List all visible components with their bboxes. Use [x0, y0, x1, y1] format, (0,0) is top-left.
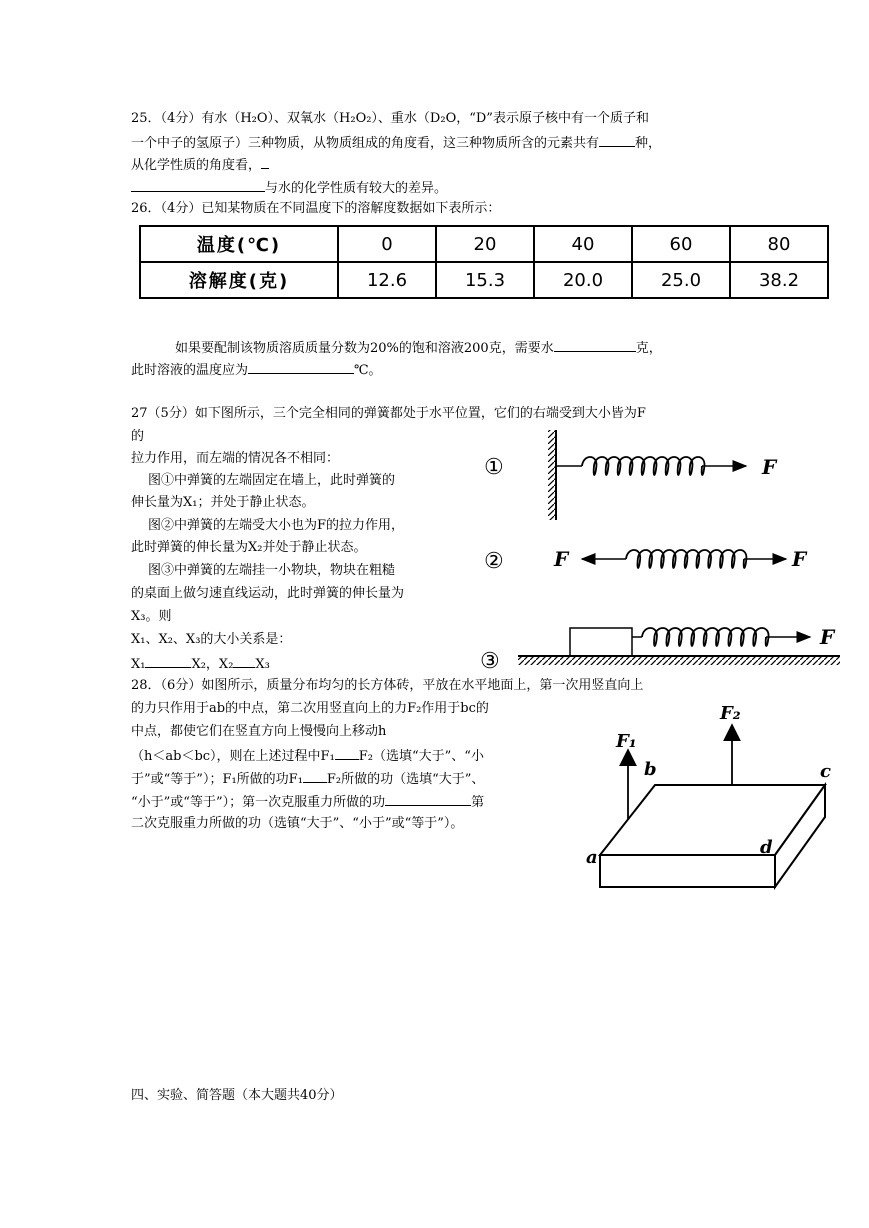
table-cell: 0: [338, 226, 436, 262]
q27-line3: 拉力作用，而左端的情况各不相同：: [131, 451, 340, 466]
vertex-d-label: d: [760, 837, 773, 858]
table-cell: 25.0: [632, 262, 730, 298]
force-label: F: [762, 455, 777, 479]
table-cell: 20: [436, 226, 534, 262]
spring-coil: [642, 628, 769, 646]
answer-blank[interactable]: [145, 654, 191, 668]
brick-front-face: [600, 855, 775, 887]
q25-line1: 25．（4分）有水（H₂O）、双氧水（H₂O₂）、重水（D₂O，“D”表示原子核中有一个质子和: [131, 111, 649, 126]
spring-figure-2: [553, 547, 808, 571]
solubility-table: [139, 225, 829, 299]
q25-line4: 与水的化学性质有较大的差异。: [131, 178, 447, 198]
q26-line1: 如果要配制该物质溶质质量分数为20%的饱和溶液200克，需要水 克，: [175, 338, 662, 358]
spring-figure-3: [518, 625, 840, 665]
force-label: F: [820, 625, 835, 649]
vertex-c-label: c: [820, 761, 831, 782]
q26-line2: 此时溶液的温度应为 ℃。: [131, 360, 382, 380]
q25-line3: 从化学性质的角度看，: [131, 155, 269, 175]
answer-blank[interactable]: [335, 746, 359, 760]
table-cell: 60: [632, 226, 730, 262]
q27-line5: 伸长量为X₁；并处于静止状态。: [131, 495, 315, 510]
temp-header: 温度(℃): [140, 226, 338, 262]
answer-blank[interactable]: [385, 792, 471, 806]
vertex-a-label: a: [586, 847, 598, 868]
q28-line3: 中点，都使它们在竖直方向上慢慢向上移动h: [131, 724, 387, 739]
answer-blank[interactable]: [131, 178, 265, 192]
q28-line2: 的力只作用于ab的中点，第二次用竖直向上的力F₂作用于bc的: [131, 701, 489, 716]
q28-line4: （h＜ab＜bc），则在上述过程中F₁ F₂（选填“大于”、“小: [131, 746, 484, 766]
answer-blank[interactable]: [248, 360, 354, 374]
q27-line7: 此时弹簧的伸长量为X₂并处于静止状态。: [131, 540, 367, 555]
table-cell: 20.0: [534, 262, 632, 298]
q26-intro: 26．（4分）已知某物质在不同温度下的溶解度数据如下表所示：: [131, 201, 501, 216]
figure-1-label: ①: [484, 455, 504, 480]
answer-blank[interactable]: [261, 155, 269, 169]
q27-line9: 的桌面上做匀速直线运动，此时弹簧的伸长量为: [131, 586, 405, 601]
spring-figure-1: [548, 430, 778, 520]
answer-blank[interactable]: [599, 133, 635, 147]
q27-line12: X₁ X₂，X₂ X₃: [131, 654, 270, 674]
q25-line2: 一个中子的氢原子）三种物质，从物质组成的角度看，这三种物质所含的元素共有 种，: [131, 133, 661, 153]
brick-figure: [580, 695, 840, 905]
q27-line2: 的: [131, 429, 145, 444]
force-label: F: [554, 547, 569, 571]
q27-line11: X₁、X₂、X₃的大小关系是：: [131, 632, 292, 647]
force-f2-label: F₂: [720, 703, 741, 724]
q28-line6: “小于”或“等于”）；第一次克服重力所做的功 第: [131, 792, 484, 812]
spring-figures: [470, 420, 850, 675]
spring-coil: [582, 457, 704, 475]
q27-line6: 图②中弹簧的左端受大小也为F的拉力作用，: [148, 518, 405, 533]
table-cell: 15.3: [436, 262, 534, 298]
answer-blank[interactable]: [233, 654, 255, 668]
table-cell: 38.2: [730, 262, 828, 298]
section-4-heading: 四、实验、简答题（本大题共40分）: [131, 1088, 343, 1103]
q27-line8: 图③中弹簧的左端挂一小物块，物块在粗糙: [148, 563, 396, 578]
table-cell: 12.6: [338, 262, 436, 298]
table-row: [140, 262, 828, 298]
figure-3-label: ③: [480, 649, 500, 674]
q27-line4: 图①中弹簧的左端固定在墙上，此时弹簧的: [148, 473, 396, 488]
q28-line1: 28．（6分）如图所示，质量分布均匀的长方体砖，平放在水平地面上，第一次用竖直向上: [131, 678, 644, 693]
block: [570, 628, 632, 656]
answer-blank[interactable]: [303, 769, 327, 783]
q28-line5: 于”或“等于”）；F₁所做的功F₁ F₂所做的功（选填“大于”、: [131, 769, 484, 789]
spring-coil: [626, 550, 746, 568]
answer-blank[interactable]: [554, 338, 636, 352]
q28-line7: 二次克服重力所做的功（选镇“大于”、“小于”或“等于”）。: [131, 816, 464, 831]
table-cell: 40: [534, 226, 632, 262]
figure-2-label: ②: [484, 549, 504, 574]
vertex-b-label: b: [644, 759, 657, 780]
q27-line10: X₃。则: [131, 609, 172, 624]
solubility-header: 溶解度(克): [140, 262, 338, 298]
table-cell: 80: [730, 226, 828, 262]
q27-line1: 27（5分）如下图所示，三个完全相同的弹簧都处于水平位置，它们的右端受到大小皆为F: [131, 406, 646, 421]
force-f1-label: F₁: [616, 731, 637, 752]
force-label: F: [792, 547, 807, 571]
table-row: [140, 226, 828, 262]
